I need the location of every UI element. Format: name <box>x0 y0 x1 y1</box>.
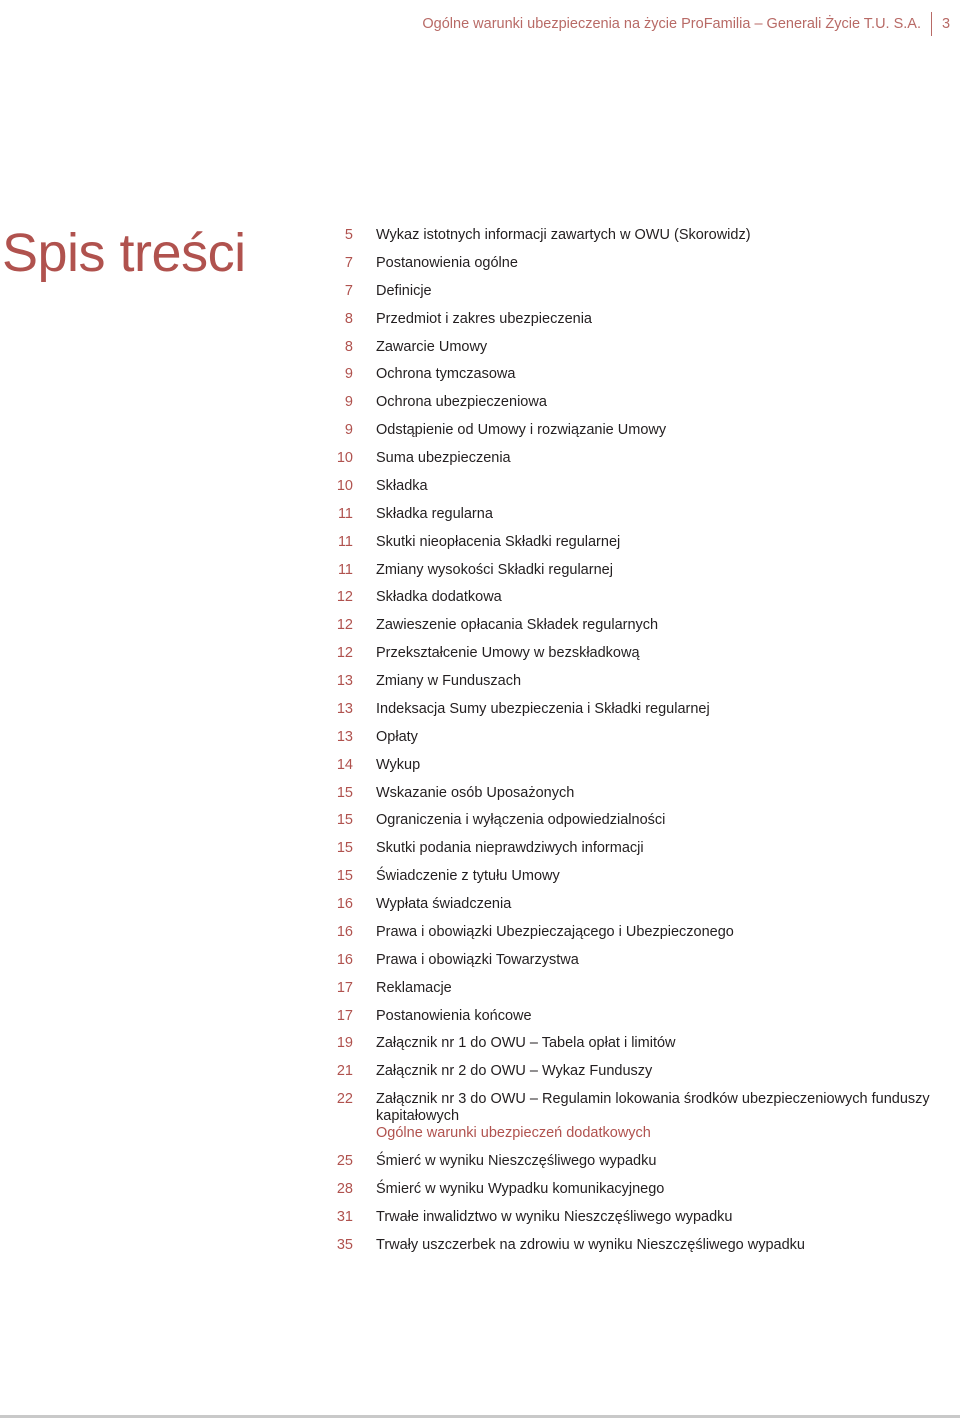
toc-entry-title: Skutki nieopłacenia Składki regularnej <box>376 533 621 550</box>
toc-page-number: 7 <box>344 254 353 271</box>
toc-entry-title: Załącznik nr 1 do OWU – Tabela opłat i limitów <box>376 1035 676 1052</box>
toc-entry-title: Ochrona ubezpieczeniowa <box>376 394 547 411</box>
table-of-contents <box>0 227 960 1265</box>
toc-entry[interactable] <box>0 840 960 868</box>
toc-page-number: 13 <box>336 673 353 689</box>
toc-entry-title: Ograniczenia i wyłączenia odpowiedzialności <box>376 812 666 829</box>
toc-entry[interactable] <box>0 1237 960 1265</box>
toc-page-number: 10 <box>336 450 353 466</box>
toc-page-number: 28 <box>336 1180 353 1197</box>
toc-entry-title: Przekształcenie Umowy w bezskładkową <box>376 645 640 662</box>
toc-entry[interactable] <box>0 589 960 617</box>
toc-page-number: 7 <box>344 282 353 299</box>
toc-entry[interactable] <box>0 534 960 562</box>
toc-page-number: 22 <box>336 1091 353 1108</box>
toc-page-number: 14 <box>336 756 353 773</box>
toc-entry-title: Postanowienia końcowe <box>376 1007 532 1024</box>
toc-entry-title: Wykup <box>376 756 421 773</box>
toc-entry-title: Indeksacja Sumy ubezpieczenia i Składki regularnej <box>376 700 710 717</box>
toc-page-number: 13 <box>336 700 353 717</box>
toc-entry-title: Śmierć w wyniku Wypadku komunikacyjnego <box>376 1180 665 1197</box>
toc-page-number: 9 <box>344 394 353 411</box>
toc-entry[interactable] <box>0 1209 960 1237</box>
toc-entry-title: Ochrona tymczasowa <box>376 366 516 383</box>
toc-entry-title: Świadczenie z tytułu Umowy <box>376 868 560 885</box>
toc-entry-title: Odstąpienie od Umowy i rozwiązanie Umowy <box>376 422 667 439</box>
toc-page-number: 12 <box>336 645 353 662</box>
toc-entry[interactable] <box>0 617 960 645</box>
toc-page-number: 16 <box>336 951 353 968</box>
additional-insurance-section-title: Ogólne warunki ubezpieczeń dodatkowych <box>376 1125 651 1142</box>
toc-page-number: 5 <box>344 227 353 243</box>
toc-page-number: 21 <box>336 1063 353 1080</box>
toc-page-number: 11 <box>337 533 353 550</box>
toc-entry[interactable] <box>0 673 960 701</box>
toc-entry-title: Składka regularna <box>376 505 493 522</box>
toc-entry-title: Trwały uszczerbek na zdrowiu w wyniku Nieszczęśliwego wypadku <box>376 1236 805 1253</box>
document-title: Ogólne warunki ubezpieczenia na życie ProFamilia – Generali Życie T.U. S.A. <box>422 16 921 32</box>
toc-entry[interactable] <box>0 1035 960 1063</box>
toc-page-number: 31 <box>336 1208 353 1225</box>
toc-entry[interactable] <box>0 478 960 506</box>
toc-page-number: 13 <box>336 728 353 745</box>
toc-page-number: 15 <box>336 812 353 829</box>
toc-page-number: 25 <box>336 1153 353 1169</box>
toc-entry-title: Wykaz istotnych informacji zawartych w OWU (Skorowidz) <box>376 227 751 243</box>
toc-heading: Spis treści <box>2 223 246 283</box>
toc-page-number: 15 <box>336 784 353 801</box>
toc-entry[interactable] <box>0 311 960 339</box>
toc-entry-title: Wypłata świadczenia <box>376 896 512 912</box>
toc-entry-title: Prawa i obowiązki Towarzystwa <box>376 951 579 968</box>
toc-entry[interactable] <box>0 952 960 980</box>
toc-entry[interactable] <box>0 785 960 813</box>
toc-entry[interactable] <box>0 1063 960 1091</box>
toc-entry-title: Trwałe inwalidztwo w wyniku Nieszczęśliwego wypadku <box>376 1208 733 1225</box>
toc-page-number: 11 <box>337 561 353 578</box>
toc-entry[interactable] <box>0 896 960 924</box>
toc-entry-title: Skutki podania nieprawdziwych informacji <box>376 840 644 857</box>
toc-entry-title: Załącznik nr 3 do OWU – Regulamin lokowania środków ubezpieczeniowych funduszy kapitałowych <box>376 1091 930 1125</box>
toc-entry-title: Wskazanie osób Uposażonych <box>376 784 575 801</box>
toc-entry[interactable] <box>0 1181 960 1209</box>
toc-entry-title: Zmiany w Funduszach <box>376 673 522 689</box>
toc-entry[interactable] <box>0 812 960 840</box>
toc-page-number: 8 <box>344 338 353 355</box>
toc-entry[interactable] <box>0 450 960 478</box>
toc-entry[interactable] <box>0 562 960 590</box>
footer-rule <box>0 1415 960 1418</box>
toc-section-heading[interactable] <box>0 1125 960 1153</box>
toc-entry[interactable] <box>0 227 960 255</box>
toc-page-number: 9 <box>344 366 353 383</box>
toc-page-number: 10 <box>336 477 353 494</box>
toc-entry[interactable] <box>0 645 960 673</box>
toc-page-number: 16 <box>336 923 353 940</box>
toc-entry[interactable] <box>0 868 960 896</box>
toc-entry-title: Prawa i obowiązki Ubezpieczającego i Ubezpieczonego <box>376 923 734 940</box>
toc-entry-title: Zawieszenie opłacania Składek regularnych <box>376 617 659 634</box>
toc-page-number: 17 <box>336 1007 353 1024</box>
toc-entry-title: Reklamacje <box>376 979 452 996</box>
toc-entry[interactable] <box>0 283 960 311</box>
toc-entry-title: Śmierć w wyniku Nieszczęśliwego wypadku <box>376 1153 657 1169</box>
toc-entry[interactable] <box>0 757 960 785</box>
toc-page-number: 8 <box>344 310 353 327</box>
toc-page-number: 35 <box>336 1236 353 1253</box>
toc-entry[interactable] <box>0 729 960 757</box>
toc-page-number: 19 <box>336 1035 353 1052</box>
toc-entry-title: Suma ubezpieczenia <box>376 450 511 466</box>
toc-page-number: 17 <box>336 979 353 996</box>
toc-page-number: 16 <box>336 896 353 912</box>
toc-page-number: 15 <box>336 868 353 885</box>
toc-page-number: 15 <box>336 840 353 857</box>
toc-entry[interactable] <box>0 422 960 450</box>
toc-entry-title: Załącznik nr 2 do OWU – Wykaz Funduszy <box>376 1063 653 1080</box>
toc-entry[interactable] <box>0 1153 960 1181</box>
toc-entry[interactable] <box>0 366 960 394</box>
running-header <box>422 12 960 36</box>
toc-entry[interactable] <box>0 701 960 729</box>
toc-entry-title: Przedmiot i zakres ubezpieczenia <box>376 310 592 327</box>
toc-entry[interactable] <box>0 339 960 367</box>
toc-entry[interactable] <box>0 1008 960 1036</box>
toc-entry-title: Definicje <box>376 282 432 299</box>
toc-entry-title: Zmiany wysokości Składki regularnej <box>376 561 613 578</box>
toc-page-number: 11 <box>337 505 353 522</box>
toc-entry-title: Zawarcie Umowy <box>376 338 488 355</box>
toc-entry-title: Postanowienia ogólne <box>376 254 518 271</box>
toc-entry[interactable] <box>0 506 960 534</box>
toc-entry-title: Składka dodatkowa <box>376 589 502 606</box>
page-number: 3 <box>941 16 951 32</box>
toc-entry-title: Składka <box>376 477 428 494</box>
toc-page-number: 12 <box>336 617 353 634</box>
toc-entry[interactable] <box>0 394 960 422</box>
toc-entry[interactable] <box>0 924 960 952</box>
toc-entry[interactable] <box>0 1091 960 1125</box>
toc-page-number: 12 <box>336 589 353 606</box>
toc-entry-title: Opłaty <box>376 728 418 745</box>
toc-entry[interactable] <box>0 255 960 283</box>
toc-entry[interactable] <box>0 980 960 1008</box>
toc-page-number: 9 <box>344 422 353 439</box>
